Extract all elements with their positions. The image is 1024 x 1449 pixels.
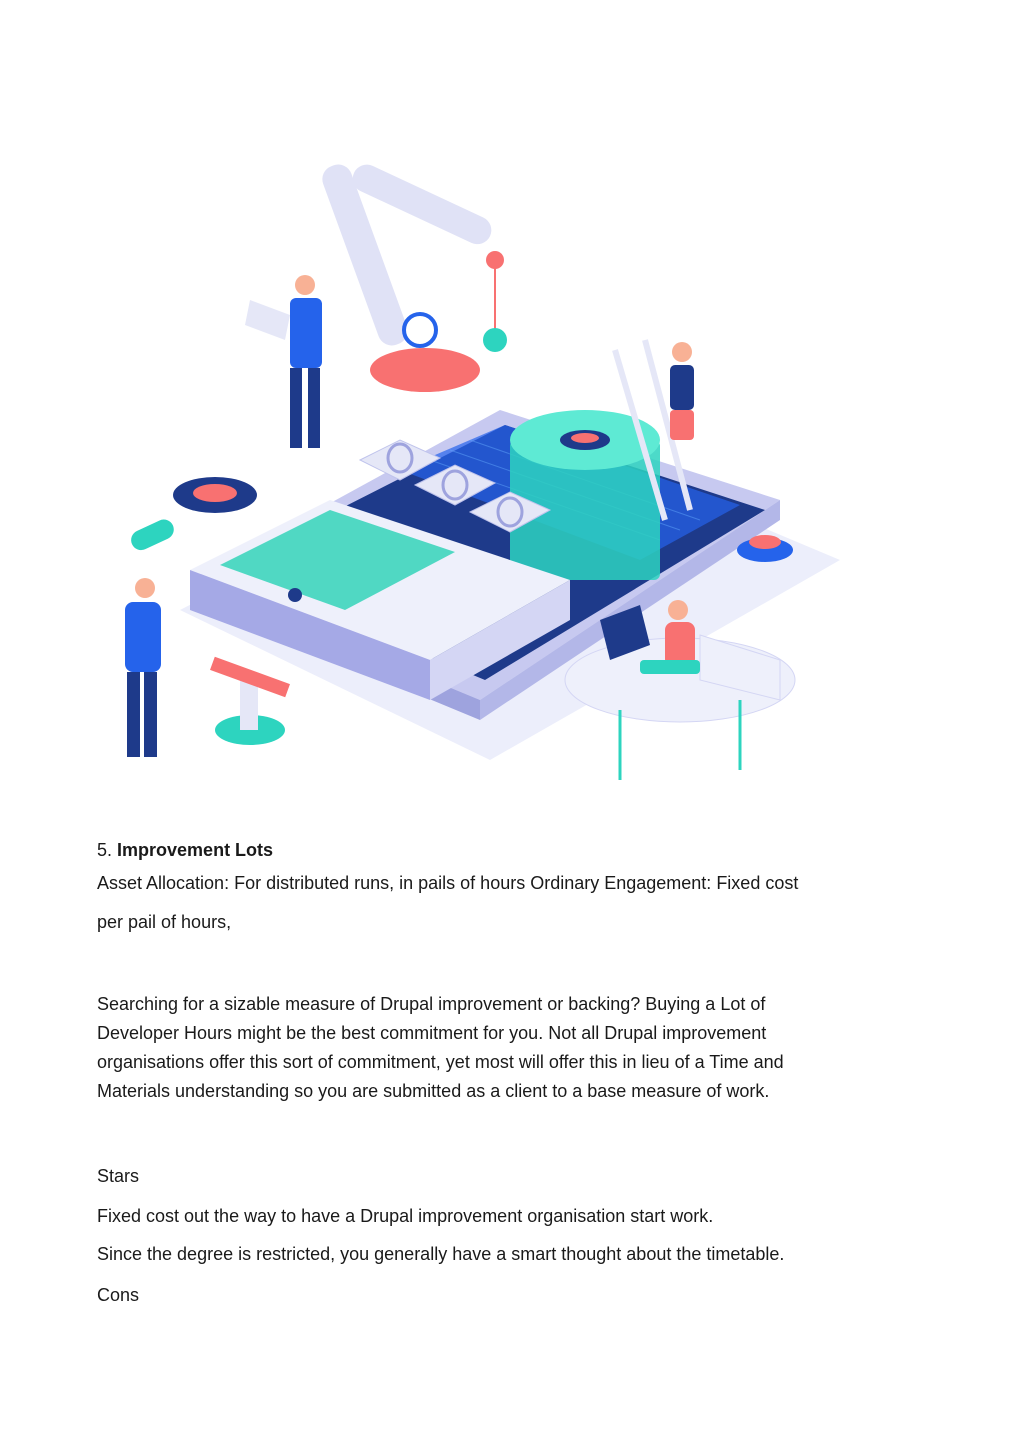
- section-title: Improvement Lots: [117, 840, 274, 860]
- illustration-svg: [100, 140, 840, 805]
- pros-item: Fixed cost out the way to have a Drupal improvement organisation start work.: [97, 1206, 714, 1226]
- person-standing: [125, 578, 161, 757]
- asset-allocation-line-2: per pail of hours,: [97, 912, 232, 932]
- isometric-illustration: [100, 140, 840, 805]
- paragraph-line: Developer Hours might be the best commitment for you. Not all Drupal improvement: [97, 1023, 767, 1043]
- section-number: 5.: [97, 840, 113, 860]
- section-heading: [97, 836, 857, 865]
- paragraph-line: organisations offer this sort of commitment, yet most will offer this in lieu of a Time and: [97, 1052, 784, 1072]
- robot-arm: [318, 160, 507, 392]
- asset-allocation-line-1: Asset Allocation: For distributed runs, in pails of hours Ordinary Engagement: Fixed cost: [97, 873, 799, 893]
- paragraph-line: Searching for a sizable measure of Drupal improvement or backing? Buying a Lot of: [97, 994, 766, 1014]
- pros-item: Since the degree is restricted, you generally have a smart thought about the timetable.: [97, 1244, 785, 1264]
- gear-disc: [173, 477, 257, 513]
- person-with-tablet: [245, 275, 322, 448]
- small-gear: [210, 657, 290, 745]
- pros-label: Stars: [97, 1166, 140, 1186]
- cons-label: Cons: [97, 1285, 140, 1305]
- teal-cylinder: [128, 516, 177, 553]
- paragraph-line: Materials understanding so you are submitted as a client to a base measure of work.: [97, 1081, 770, 1101]
- intro-paragraph: [97, 990, 857, 1106]
- front-button: [288, 588, 302, 602]
